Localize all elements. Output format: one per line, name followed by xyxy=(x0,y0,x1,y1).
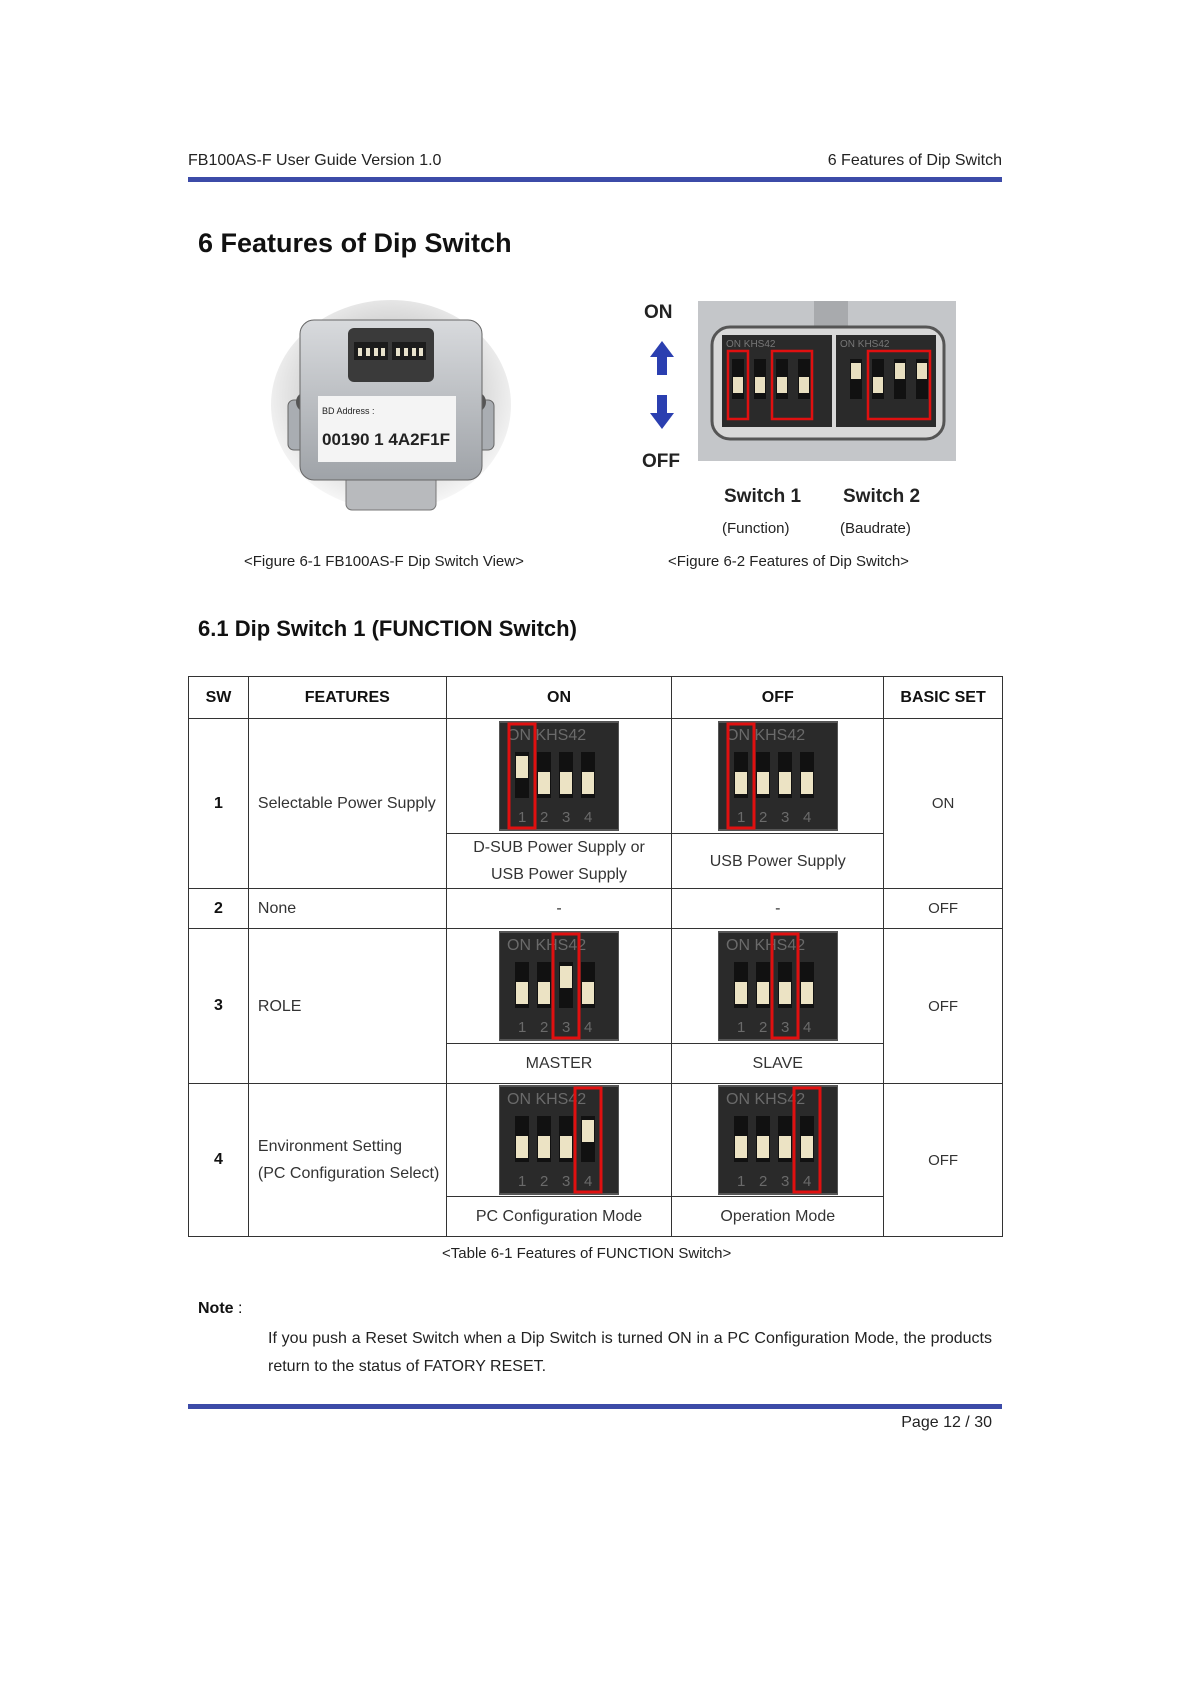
dip-lever xyxy=(801,772,813,794)
dip-chip-label: ON KHS42 xyxy=(725,937,805,954)
dip-lever xyxy=(538,1136,550,1158)
table-caption: <Table 6-1 Features of FUNCTION Switch> xyxy=(442,1245,732,1262)
dip-lever-number: 2 xyxy=(540,809,549,826)
device-photo xyxy=(268,300,514,525)
feature-name-line2: (PC Configuration Select) xyxy=(257,1165,440,1182)
dip-lever xyxy=(801,1136,813,1158)
dip-lever xyxy=(757,772,769,794)
off-description: - xyxy=(672,889,884,929)
dip-lever-number: 3 xyxy=(562,1019,571,1036)
dip-chip-label: ON KHS42 xyxy=(725,1091,805,1108)
dip-lever xyxy=(582,772,594,794)
basic-set-value: OFF xyxy=(884,929,1003,1084)
dip-lever xyxy=(757,982,769,1004)
on-description-line1: D-SUB Power Supply or xyxy=(473,839,645,856)
header-section-title: 6 Features of Dip Switch xyxy=(827,152,1002,169)
switch2-label: Switch 2 xyxy=(843,486,921,507)
feature-name: None xyxy=(248,889,446,929)
off-switch-image xyxy=(672,929,884,1044)
on-switch-image xyxy=(446,1084,672,1197)
dip-lever-number: 3 xyxy=(780,1173,790,1190)
sw-number: 1 xyxy=(189,719,249,889)
dip-lever xyxy=(516,756,528,778)
dip-lever-number: 4 xyxy=(802,809,812,826)
page-header xyxy=(188,152,1002,174)
table-row xyxy=(189,889,1003,929)
figure1-caption: <Figure 6-1 FB100AS-F Dip Switch View> xyxy=(244,553,524,570)
on-description: PC Configuration Mode xyxy=(446,1197,672,1237)
switch2-chip-label: ON KHS42 xyxy=(840,339,890,350)
dip-lever xyxy=(560,966,572,988)
switch1-sublabel: (Function) xyxy=(722,520,790,537)
bd-address-value: 00190 1 4A2F1F xyxy=(322,430,450,449)
dip-chip-label: ON KHS42 xyxy=(507,1091,587,1108)
basic-set-value: OFF xyxy=(884,889,1003,929)
note-label xyxy=(198,1300,242,1318)
feature-name: Selectable Power Supply xyxy=(248,719,446,889)
dip-lever-number: 4 xyxy=(584,1173,593,1190)
basic-set-value: OFF xyxy=(884,1084,1003,1237)
dip-chip-label: ON KHS42 xyxy=(507,727,587,744)
note-text: If you push a Reset Switch when a Dip Switch is turned ON in a PC Configuration Mode, the products return to the status of FATORY RESET. xyxy=(268,1330,992,1375)
table-row xyxy=(189,929,1003,1044)
table-header-row xyxy=(189,677,1003,719)
subsection-heading: 6.1 Dip Switch 1 (FUNCTION Switch) xyxy=(198,616,577,641)
dip-lever xyxy=(735,1136,747,1158)
section-heading: 6 Features of Dip Switch xyxy=(198,228,512,258)
on-description-line2: USB Power Supply xyxy=(490,866,628,883)
dip-switch-on-image xyxy=(499,930,619,1042)
dip-switch-on-image xyxy=(499,720,619,832)
feature-name xyxy=(248,1084,446,1237)
on-description xyxy=(446,834,672,889)
dip-lever-number: 4 xyxy=(802,1019,812,1036)
dip-lever-number: 1 xyxy=(736,1019,746,1036)
note-colon: : xyxy=(233,1300,243,1317)
dip-lever xyxy=(560,772,572,794)
dip-lever xyxy=(757,1136,769,1158)
sw-number: 2 xyxy=(189,889,249,929)
dip-lever-number: 1 xyxy=(736,809,746,826)
dip-lever xyxy=(538,982,550,1004)
dip-chip-label: ON KHS42 xyxy=(507,937,587,954)
arrow-down-icon xyxy=(650,395,674,429)
dip-lever xyxy=(779,1136,791,1158)
col-header-off: OFF xyxy=(672,677,884,719)
on-description: MASTER xyxy=(446,1044,672,1084)
col-header-sw: SW xyxy=(189,677,249,719)
off-description: Operation Mode xyxy=(672,1197,884,1237)
dip-switch-on-image xyxy=(499,1084,619,1196)
switch1-chip-label: ON KHS42 xyxy=(726,339,776,350)
page-number: Page 12 / 30 xyxy=(901,1414,992,1431)
col-header-features: FEATURES xyxy=(248,677,446,719)
function-switch-table xyxy=(188,676,1003,1237)
dip-lever-number: 2 xyxy=(540,1173,549,1190)
dip-lever-number: 4 xyxy=(584,809,593,826)
feature-name: ROLE xyxy=(248,929,446,1084)
figure2-caption: <Figure 6-2 Features of Dip Switch> xyxy=(668,553,909,570)
dip-lever xyxy=(779,982,791,1004)
figure-dip-switch-view xyxy=(268,300,514,525)
dip-lever-number: 3 xyxy=(562,1173,571,1190)
dip-lever-number: 1 xyxy=(518,809,527,826)
dip-lever-number: 3 xyxy=(780,809,790,826)
dip-switch-off-image xyxy=(718,720,838,832)
feature-name-line1: Environment Setting xyxy=(257,1138,402,1155)
col-header-basic-set: BASIC SET xyxy=(884,677,1003,719)
footer-rule xyxy=(188,1404,1002,1409)
off-direction-label: OFF xyxy=(642,451,680,472)
dip-lever-number: 2 xyxy=(758,1173,768,1190)
dip-lever xyxy=(582,1120,594,1142)
dip-lever-number: 3 xyxy=(562,809,571,826)
dip-lever xyxy=(538,772,550,794)
arrow-up-icon xyxy=(650,341,674,375)
dip-chip-label: ON KHS42 xyxy=(725,727,805,744)
dip-lever xyxy=(516,982,528,1004)
switch2-sublabel: (Baudrate) xyxy=(840,520,911,537)
header-doc-title: FB100AS-F User Guide Version 1.0 xyxy=(188,152,442,169)
switch1-label: Switch 1 xyxy=(724,486,802,507)
note-label-text: Note xyxy=(198,1300,234,1317)
dip-lever-number: 1 xyxy=(518,1173,527,1190)
sw-number: 3 xyxy=(189,929,249,1084)
dip-switch-off-image xyxy=(718,930,838,1042)
dip-lever xyxy=(735,772,747,794)
dip-lever-number: 1 xyxy=(736,1173,746,1190)
dip-lever xyxy=(801,982,813,1004)
dip-lever-number: 1 xyxy=(518,1019,527,1036)
table-row xyxy=(189,1084,1003,1197)
dip-lever-number: 3 xyxy=(780,1019,790,1036)
on-direction-label: ON xyxy=(644,302,673,323)
off-switch-image xyxy=(672,1084,884,1197)
dip-lever xyxy=(516,1136,528,1158)
dip-lever-number: 4 xyxy=(802,1173,812,1190)
off-switch-image xyxy=(672,719,884,834)
sw-number: 4 xyxy=(189,1084,249,1237)
col-header-on: ON xyxy=(446,677,672,719)
header-rule xyxy=(188,177,1002,182)
off-description: SLAVE xyxy=(672,1044,884,1084)
dip-lever xyxy=(735,982,747,1004)
off-description: USB Power Supply xyxy=(672,834,884,889)
figure-dip-switch-features xyxy=(636,295,966,545)
dip-lever xyxy=(779,772,791,794)
on-switch-image xyxy=(446,719,672,834)
dip-switch-off-image xyxy=(718,1084,838,1196)
dip-lever-number: 2 xyxy=(758,1019,768,1036)
dip-lever-number: 4 xyxy=(584,1019,593,1036)
on-switch-image xyxy=(446,929,672,1044)
bd-address-label: BD Address : xyxy=(322,406,375,416)
table-row xyxy=(189,719,1003,834)
dip-lever-number: 2 xyxy=(540,1019,549,1036)
dip-lever-number: 2 xyxy=(758,809,768,826)
basic-set-value: ON xyxy=(884,719,1003,889)
on-description: - xyxy=(446,889,672,929)
dip-lever xyxy=(560,1136,572,1158)
dip-lever xyxy=(582,982,594,1004)
